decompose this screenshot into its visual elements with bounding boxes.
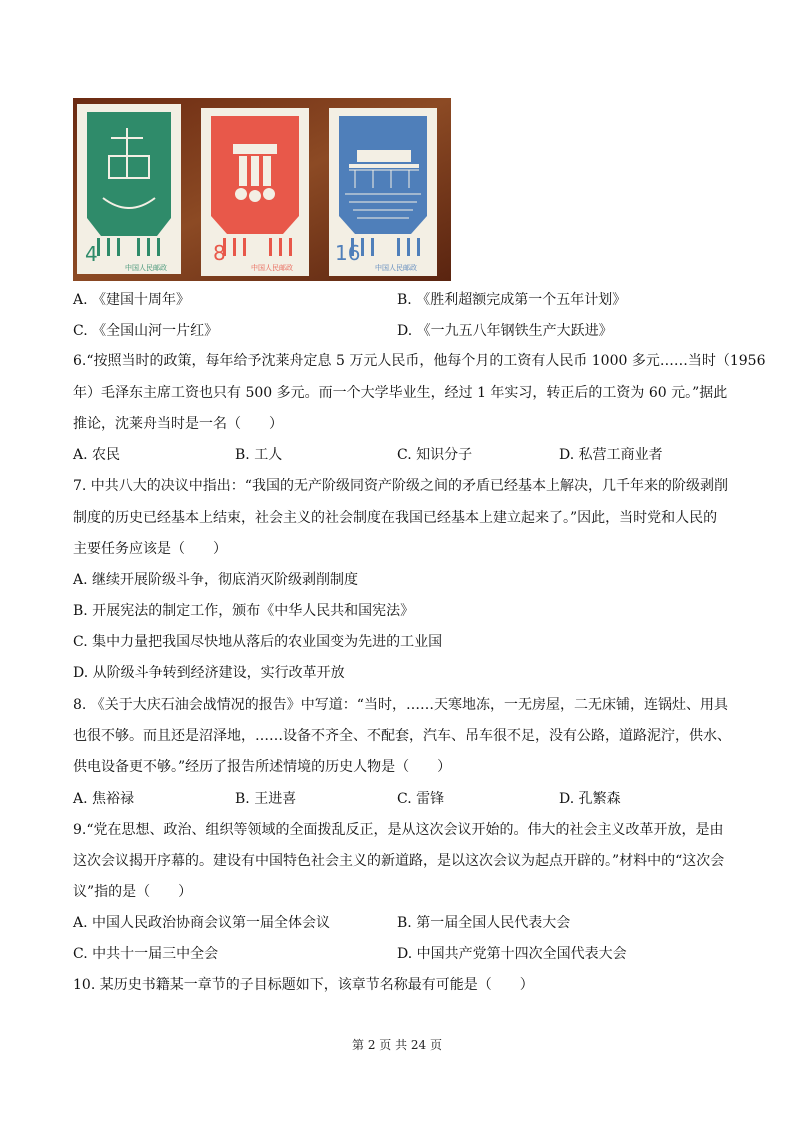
q8-option-b[interactable]: B. 王进喜 [235, 791, 297, 807]
stamp-red-value: 8 [213, 241, 226, 265]
q8-option-d[interactable]: D. 孔繁森 [559, 791, 621, 807]
q5-option-a[interactable]: A. 《建国十周年》 [73, 292, 191, 308]
q6-stem-line-2: 年）毛泽东主席工资也只有 500 多元。而一个大学毕业生，经过 1 年实习，转正后的工资为 60 元。”据此 [73, 385, 728, 401]
q6-option-a[interactable]: A. 农民 [73, 447, 121, 463]
q8-option-c[interactable]: C. 雷锋 [397, 791, 445, 807]
q6-stem-line-3: 推论，沈莱舟当时是一名（ ） [73, 416, 283, 432]
q7-stem-line-3: 主要任务应该是（ ） [73, 541, 227, 557]
q7-stem-line-1: 7. 中共八大的决议中指出：“我国的无产阶级同资产阶级之间的矛盾已经基本上解决，几千年来的阶级剥削 [73, 478, 728, 494]
stamp-green-value: 4 [85, 242, 98, 266]
q8-stem-line-1: 8. 《关于大庆石油会战情况的报告》中写道：“当时，……天寒地冻，一无房屋，二无床铺，连锅灶、用具 [73, 697, 728, 713]
q9-option-a[interactable]: A. 中国人民政治协商会议第一届全体会议 [73, 915, 331, 931]
q5-option-c[interactable]: C. 《全国山河一片红》 [73, 323, 219, 339]
q9-stem-line-1: 9.“党在思想、政治、组织等领域的全面拨乱反正，是从这次会议开始的。伟大的社会主义改革开放，是由 [73, 822, 724, 838]
q7-option-b[interactable]: B. 开展宪法的制定工作，颁布《中华人民共和国宪法》 [73, 603, 415, 619]
stamps-image [73, 98, 451, 281]
q8-stem-line-2: 也很不够。而且还是沼泽地，……设备不齐全、不配套，汽车、吊车很不足，没有公路，道路泥泞，供水、 [73, 728, 731, 744]
q7-stem-line-2: 制度的历史已经基本上结束，社会主义的社会制度在我国已经基本上建立起来了。”因此，当时党和人民的 [73, 510, 718, 526]
q8-option-a[interactable]: A. 焦裕禄 [73, 791, 135, 807]
q9-option-d[interactable]: D. 中国共产党第十四次全国代表大会 [397, 946, 627, 962]
stamp-red-caption: 中国人民邮政 [251, 264, 293, 272]
stamp-blue-caption: 中国人民邮政 [375, 264, 417, 272]
stamp-red [201, 108, 309, 276]
stamp-blue [329, 108, 437, 276]
stamp-green [77, 104, 181, 274]
q9-stem-line-3: 议”指的是（ ） [73, 884, 193, 900]
q5-option-d[interactable]: D. 《一九五八年钢铁生产大跃进》 [397, 323, 613, 339]
page-footer: 第 2 页 共 24 页 [352, 1038, 442, 1052]
q6-option-d[interactable]: D. 私营工商业者 [559, 447, 663, 463]
q7-option-d[interactable]: D. 从阶级斗争转到经济建设，实行改革开放 [73, 665, 345, 681]
q9-option-b[interactable]: B. 第一届全国人民代表大会 [397, 915, 571, 931]
q5-option-b[interactable]: B. 《胜利超额完成第一个五年计划》 [397, 292, 627, 308]
q7-option-c[interactable]: C. 集中力量把我国尽快地从落后的农业国变为先进的工业国 [73, 634, 443, 650]
q6-option-c[interactable]: C. 知识分子 [397, 447, 473, 463]
q9-stem-line-2: 这次会议揭开序幕的。建设有中国特色社会主义的新道路，是以这次会议为起点开辟的。”材料中的“这次会 [73, 853, 725, 869]
q6-option-b[interactable]: B. 工人 [235, 447, 283, 463]
stamps-photo [73, 98, 451, 281]
q8-stem-line-3: 供电设备更不够。”经历了报告所述情境的历史人物是（ ） [73, 759, 452, 775]
q9-option-c[interactable]: C. 中共十一届三中全会 [73, 946, 219, 962]
q6-stem-line-1: 6.“按照当时的政策，每年给予沈莱舟定息 5 万元人民币，他每个月的工资有人民币 1000 多元……当时（1956 [73, 353, 766, 369]
stamp-blue-value: 16 [335, 241, 361, 265]
q7-option-a[interactable]: A. 继续开展阶级斗争，彻底消灭阶级剥削制度 [73, 572, 359, 588]
stamp-green-caption: 中国人民邮政 [125, 264, 167, 272]
q10-stem-line-1: 10. 某历史书籍某一章节的子目标题如下，该章节名称最有可能是（ ） [73, 977, 534, 993]
